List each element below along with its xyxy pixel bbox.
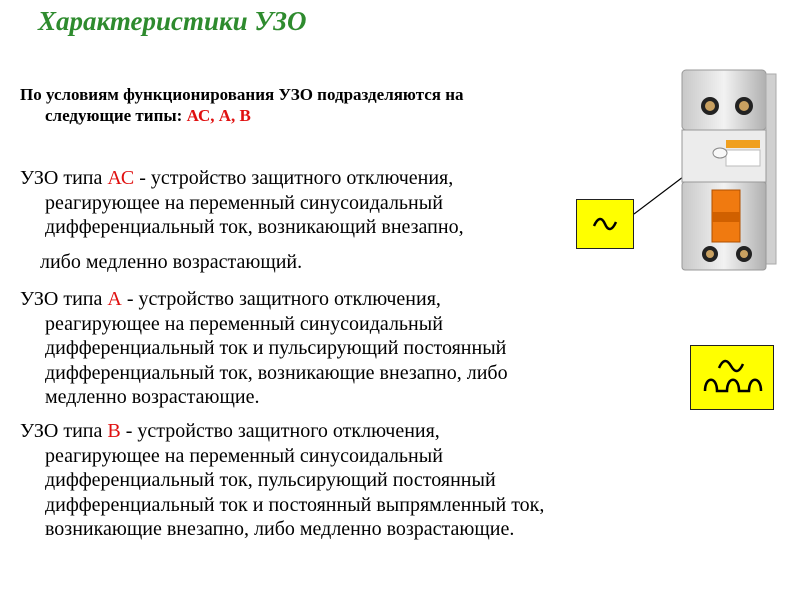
type-b-line-3: дифференциальный ток, пульсирующий постоянный [45,469,496,491]
sine-and-pulsating-wave-icon [691,346,773,409]
type-a-paragraph [20,287,670,410]
type-ac-prefix: УЗО типа [20,167,108,189]
type-b-line-5: возникающие внезапно, либо медленно возрастающие. [45,518,515,540]
type-a-rest: - устройство защитного отключения, [121,288,441,310]
type-ac-rest: - устройство защитного отключения, [134,167,454,189]
type-a-line-5: медленно возрастающие. [45,386,260,408]
intro-prefix: следующие типы: [45,106,187,125]
intro-types: АС, А, В [186,106,251,125]
type-ac-line-1 [20,166,670,191]
ac-symbol-box [576,199,634,249]
type-a-line-2: реагирующее на переменный синусоидальный [45,312,443,335]
intro-line-2 [20,105,580,126]
type-b-rest: - устройство защитного отключения, [120,420,440,442]
type-a-label: А [107,288,122,310]
type-b-paragraph [20,419,670,542]
type-b-label: В [107,420,121,442]
type-b-line-4: дифференциальный ток и постоянный выпрямленный ток, [45,493,545,516]
type-ac-line-3: дифференциальный ток, возникающий внезапно, [45,216,464,238]
type-a-line-4: дифференциальный ток, возникающие внезапно, либо [45,361,508,384]
type-a-line-1 [20,287,670,312]
a-symbol-box [690,345,774,410]
type-ac-line-4: либо медленно возрастающий. [40,250,303,273]
sine-wave-icon [577,200,633,248]
type-a-prefix: УЗО типа [20,288,108,310]
type-b-prefix: УЗО типа [20,420,108,442]
type-b-line-2: реагирующее на переменный синусоидальный [45,444,443,467]
type-a-line-3: дифференциальный ток и пульсирующий постоянный [45,337,507,359]
type-b-line-1 [20,419,670,444]
rcd-device-image [668,66,782,274]
type-ac-paragraph [20,166,670,274]
type-ac-line-2: реагирующее на переменный синусоидальный [45,191,443,214]
type-ac-label: АС [107,167,135,189]
intro-text [20,84,580,126]
page-title: Характеристики УЗО [38,6,307,36]
intro-line-1: По условиям функционирования УЗО подразделяются на [20,85,464,104]
